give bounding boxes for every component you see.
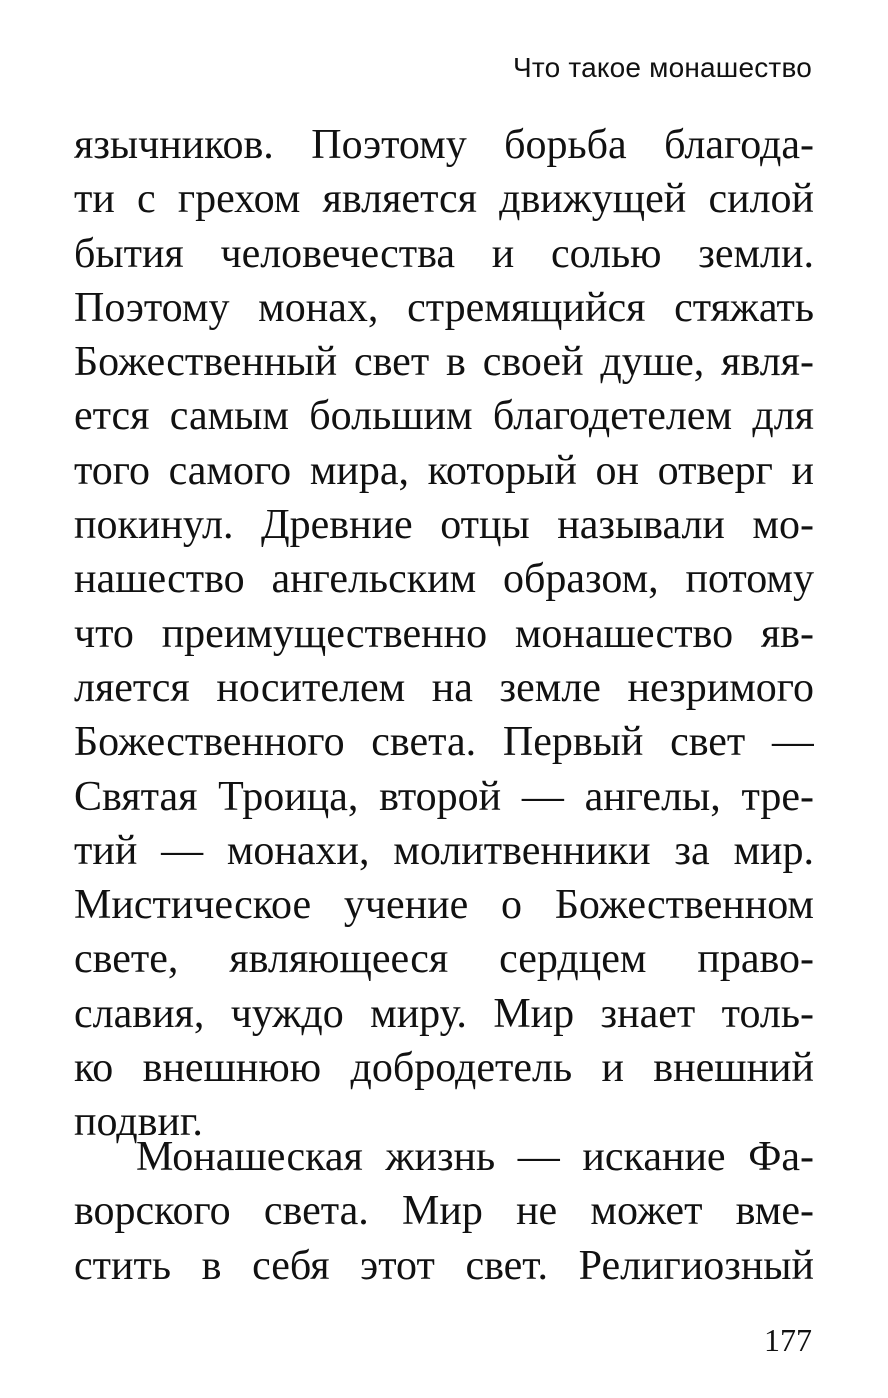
text-line: ется самым большим благодетелем для xyxy=(74,393,814,440)
text-line: Мистическое учение о Божественном xyxy=(74,882,814,929)
text-line: ляется носителем на земле незримого xyxy=(74,664,814,711)
text-line: Божественного света. Первый свет — xyxy=(74,719,814,766)
text-line: Божественный свет в своей душе, явля- xyxy=(74,339,814,386)
text-line: Монашеская жизнь — искание Фа- xyxy=(136,1134,814,1180)
paragraph-1 xyxy=(74,118,814,1150)
paragraph-2 xyxy=(74,1130,814,1293)
text-line: славия, чуждо миру. Мир знает толь- xyxy=(74,990,814,1037)
text-line: Поэтому монах, стремящийся стяжать xyxy=(74,284,814,331)
text-line: ко внешнюю добродетель и внешний xyxy=(74,1045,814,1092)
text-line: тий — монахи, молитвенники за мир. xyxy=(74,827,814,874)
text-line: покинул. Древние отцы называли мо- xyxy=(74,502,814,549)
text-line: стить в себя этот свет. Религиозный xyxy=(74,1242,814,1289)
text-line: подвиг. xyxy=(74,1099,203,1146)
text-line: того самого мира, который он отверг и xyxy=(74,447,814,494)
text-line: ворского света. Мир не может вме- xyxy=(74,1188,814,1235)
text-line: язычников. Поэтому борьба благода- xyxy=(74,122,814,168)
page-number: 177 xyxy=(764,1322,812,1358)
text-line: нашество ангельским образом, потому xyxy=(74,556,814,603)
running-header: Что такое монашество xyxy=(513,52,812,83)
text-line: свете, являющееся сердцем право- xyxy=(74,936,814,983)
text-line: что преимущественно монашество яв- xyxy=(74,610,814,657)
text-line: бытия человечества и солью земли. xyxy=(74,230,814,277)
text-line: ти с грехом является движущей силой xyxy=(74,176,814,223)
text-line: Святая Троица, второй — ангелы, тре- xyxy=(74,773,814,820)
